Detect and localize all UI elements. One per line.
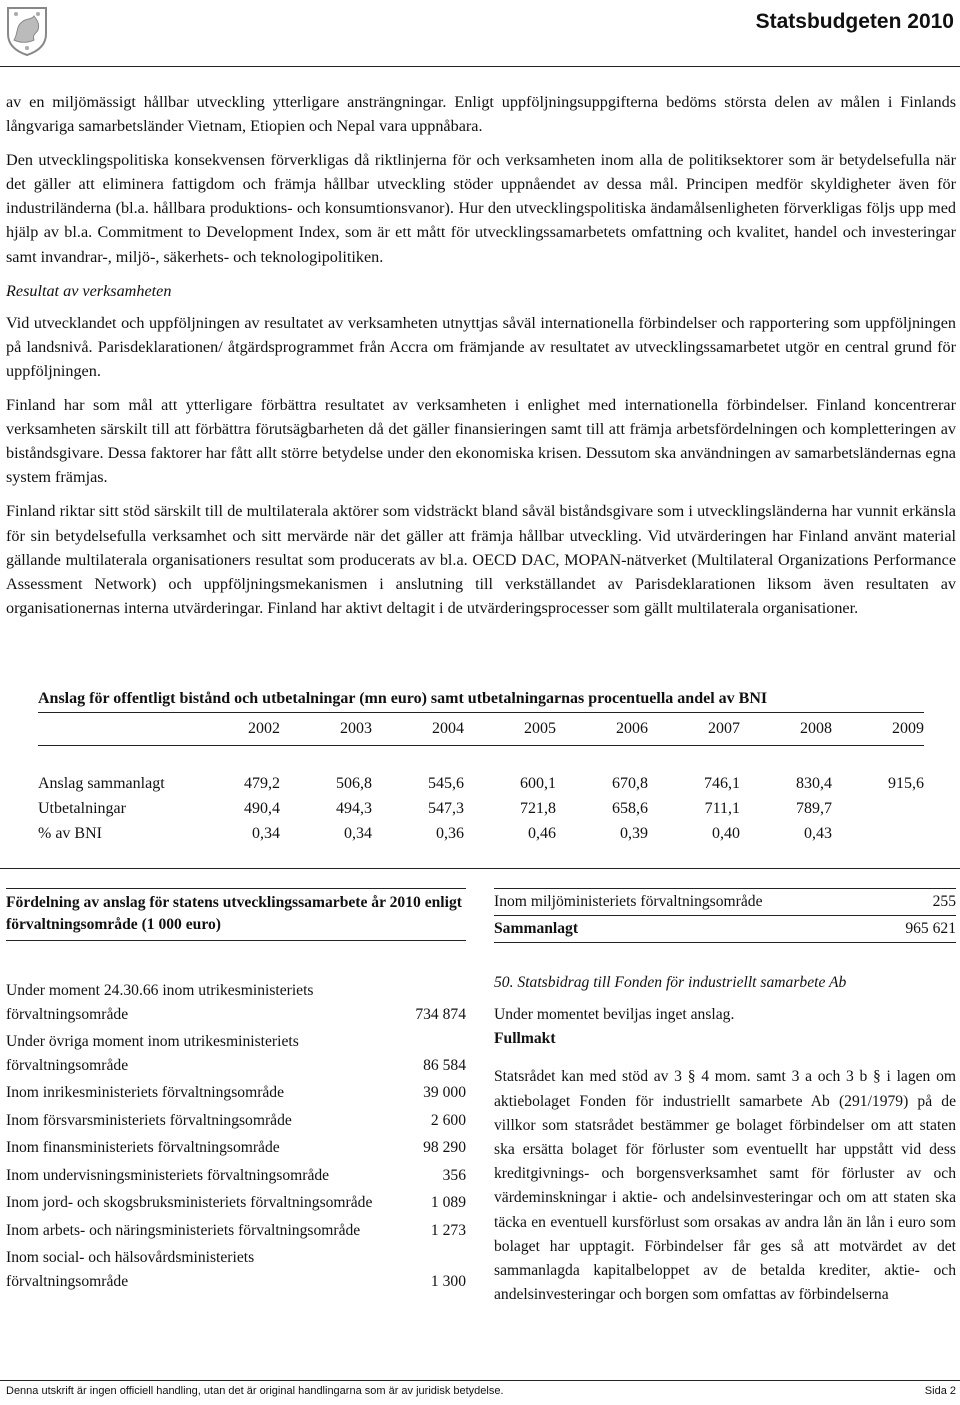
- document-title: Statsbudgeten 2010: [755, 10, 954, 33]
- total-label: Sammanlagt: [494, 920, 579, 937]
- table-cell: 600,1: [520, 774, 556, 792]
- item-label: Inom inrikesministeriets förvaltningsområde: [6, 1084, 285, 1101]
- table-cell: 506,8: [336, 774, 372, 792]
- table-cell: 479,2: [244, 774, 280, 792]
- year-header: 2002: [248, 720, 280, 737]
- appropriation-note: Under momentet beviljas inget anslag.: [494, 1006, 735, 1023]
- row-label: Utbetalningar: [38, 799, 126, 817]
- page-number: Sida 2: [924, 1385, 956, 1397]
- item-value: 1 300: [430, 1272, 466, 1290]
- item-heading: 50. Statsbidrag till Fonden för industriellt samarbete Ab: [494, 974, 847, 991]
- total-value: 965 621: [905, 920, 956, 937]
- list-item: [6, 1081, 466, 1105]
- year-header: 2007: [708, 720, 740, 737]
- item-label: Inom finansministeriets förvaltningsområde: [6, 1139, 280, 1156]
- table-cell: 0,46: [528, 824, 556, 842]
- table-cell: 658,6: [612, 799, 648, 817]
- table-cell: 0,43: [804, 824, 832, 842]
- row-label: % av BNI: [38, 824, 102, 842]
- year-header: 2003: [340, 720, 372, 737]
- list-item: [6, 1246, 466, 1293]
- total-row: [494, 916, 956, 943]
- table-cell: 0,34: [252, 824, 280, 842]
- distribution-title: Fördelning av anslag för statens utvecklingssamarbete år 2010 enligt förvaltningsområde (1 000 euro): [6, 888, 466, 941]
- item-value: 2 600: [430, 1111, 466, 1129]
- page-footer: [6, 1385, 956, 1397]
- table-header-empty: [38, 713, 188, 746]
- paragraph: Den utvecklingspolitiska konsekvensen förverkligas då riktlinjerna för och verksamheten inom alla de politiksektorer som är betydelsefulla när det gäller att eliminera fattigdom och främja hållbar utveckling stöder uppnåendet av dessa mål. Principen medför skyldigheter även för industriländerna (bl.a. hållbara produktions- och konsumtionsvanor). Hur den utvecklingspolitiska ändamålsenligheten förverkligas följs upp med hjälp av bl.a. Commitment to Development Index, som är ett mått för utvecklingssamarbetets omfattning och kvalitet, handel och investeringar samt invandrar-, miljö-, säkerhets- och teknologipolitiken.: [6, 151, 956, 266]
- item-value: 1 089: [430, 1194, 466, 1211]
- item-value: 1 273: [430, 1221, 466, 1239]
- table-row: [38, 796, 924, 821]
- year-header: 2008: [800, 720, 832, 737]
- item-label: Under moment 24.30.66 inom utrikesministeriets förvaltningsområde: [6, 982, 314, 1023]
- item-value: 356: [442, 1166, 466, 1184]
- data-table: [38, 713, 924, 846]
- list-item: [6, 1109, 466, 1133]
- paragraph: Vid utvecklandet och uppföljningen av resultatet av verksamheten utnyttjas såväl internationella förbindelser och rapportering som uppföljningen på landsnivå. Parisdeklarationen/ åtgärdsprogrammet från Accra om främjande av resultatet av utvecklingssamarbetet utgör en central grund för uppföljningen.: [6, 313, 956, 380]
- list-item: [6, 1030, 466, 1077]
- table-title: Anslag för offentligt bistånd och utbetalningar (mn euro) samt utbetalningarnas procentuella andel av BNI: [38, 690, 924, 713]
- list-item: [6, 1136, 466, 1160]
- table-cell: 789,7: [796, 799, 832, 817]
- paragraph: Finland har som mål att ytterligare förbättra resultatet av verksamheten i enlighet med internationella förbindelser. Finland koncentrerar verksamheten särskilt till att förbättra förutsägbarheten då det gäller finansieringen samt till att främja arbetsfördelningen och kompletteringen av biståndsgivare. Dessa faktorer har fått allt större betydelse under den ekonomiska krisen. Dessutom ska användningen av samarbetsländernas egna system främjas.: [6, 396, 956, 487]
- table-cell: 0,39: [620, 824, 648, 842]
- list-item: [6, 1164, 466, 1188]
- item-value: 255: [932, 893, 956, 910]
- distribution-list: [6, 979, 466, 1293]
- item-label: Inom försvarsministeriets förvaltningsområde: [6, 1111, 292, 1129]
- item-value: 86 584: [423, 1056, 466, 1074]
- finnish-lion-crest-icon: [4, 4, 50, 56]
- item-value: 98 290: [423, 1139, 466, 1156]
- item-value: 734 874: [415, 1005, 466, 1023]
- item-label: Inom undervisningsministeriets förvaltningsområde: [6, 1166, 330, 1184]
- row-label: Anslag sammanlagt: [38, 774, 165, 792]
- item-label: Inom arbets- och näringsministeriets förvaltningsområde: [6, 1221, 361, 1239]
- table-cell: [832, 821, 924, 846]
- table-cell: 0,34: [344, 824, 372, 842]
- year-header: 2004: [432, 720, 464, 737]
- list-item: [6, 1191, 466, 1215]
- paragraph: Finland riktar sitt stöd särskilt till de multilaterala aktörer som vidsträckt bland såväl biståndsgivare som i utvecklingsländerna har vunnit erkänsla för sin betydelsefulla verksamhet och sitt mervärde när det gäller att främja hållbar utveckling. Vid utvärderingen har Finland använt material gällande multilaterala organisationers resultat som producerats av bl.a. OECD DAC, MOPAN-nätverket (Multilateral Organizations Performance Assessment Network) och uppföljningsmekanismen i anslutning till verkställandet av Parisdeklarationen liksom även resultaten av organisationernas interna utvärderingar. Finland har aktivt deltagit i de utvärderingsprocesser som gällt multilaterala organisationer.: [6, 502, 956, 617]
- table-cell: 0,36: [436, 824, 464, 842]
- authorization-text: Statsrådet kan med stöd av 3 § 4 mom. samt 3 a och 3 b § i lagen om aktiebolaget Fonden för industriellt samarbete Ab (291/1979) på de villkor som statsrådet bestämmer ge bolaget förbindelser om att staten ska ersätta bolaget för förluster som eventuellt har uppstått vid dess kreditgivnings- och borgensverksamhet samt för förluster av och värdeminskningar i aktie- och andelsinvesteringar och om att staten ska täcka en eventuell kursförlust som orsakas av andra lån än lån i euro som bolaget har upptagit. Förbindelser får ges så att motvärdet av det sammanlagda kapitalbeloppet av de betalda krediter, aktie- och andelsinvesteringar och borgen som omfattas av förbindelserna: [494, 1068, 956, 1304]
- header-rule: [0, 66, 960, 67]
- section-subheading: Resultat av verksamheten: [6, 281, 172, 300]
- table-cell: 0,40: [712, 824, 740, 842]
- item-label: Inom miljöministeriets förvaltningsområde: [494, 893, 763, 910]
- table-cell: 670,8: [612, 774, 648, 792]
- year-header: 2005: [524, 720, 556, 737]
- body-text: [6, 90, 956, 630]
- fullmakt-heading: Fullmakt: [494, 1030, 556, 1048]
- footer-rule: [0, 1380, 960, 1381]
- table-cell: 830,4: [796, 774, 832, 792]
- item-label: Under övriga moment inom utrikesministeriets förvaltningsområde: [6, 1033, 299, 1074]
- table-header-row: [38, 713, 924, 746]
- item-label: Inom social- och hälsovårdsministeriets förvaltningsområde: [6, 1249, 255, 1290]
- distribution-block: [6, 888, 466, 1297]
- table-cell: 915,6: [888, 774, 924, 792]
- year-header: 2006: [616, 720, 648, 737]
- table-cell: 711,1: [704, 799, 740, 817]
- item-label: Inom jord- och skogsbruksministeriets förvaltningsområde: [6, 1194, 373, 1211]
- aid-table: [38, 690, 924, 846]
- list-item: [6, 1219, 466, 1243]
- list-item: [6, 979, 466, 1026]
- footer-disclaimer: Denna utskrift är ingen officiell handling, utan det är original handlingarna som är av juridisk betydelse.: [6, 1385, 504, 1397]
- table-cell: [832, 796, 924, 821]
- item-value: 39 000: [423, 1084, 466, 1101]
- list-item: [494, 888, 956, 916]
- table-cell: 494,3: [336, 799, 372, 817]
- table-cell: 721,8: [520, 799, 556, 817]
- page-header: [0, 0, 960, 62]
- table-row: [38, 771, 924, 796]
- right-column: [494, 888, 956, 1307]
- table-row: [38, 821, 924, 846]
- table-cell: 545,6: [428, 774, 464, 792]
- table-cell: 746,1: [704, 774, 740, 792]
- paragraph: av en miljömässigt hållbar utveckling ytterligare ansträngningar. Enligt uppföljningsuppgifterna bedöms största delen av målen i Finlands långvariga samarbetsländer Vietnam, Etiopien och Nepal vara uppnåbara.: [6, 93, 956, 136]
- table-cell: 547,3: [428, 799, 464, 817]
- year-header: 2009: [892, 720, 924, 737]
- section-rule: [0, 868, 960, 869]
- table-cell: 490,4: [244, 799, 280, 817]
